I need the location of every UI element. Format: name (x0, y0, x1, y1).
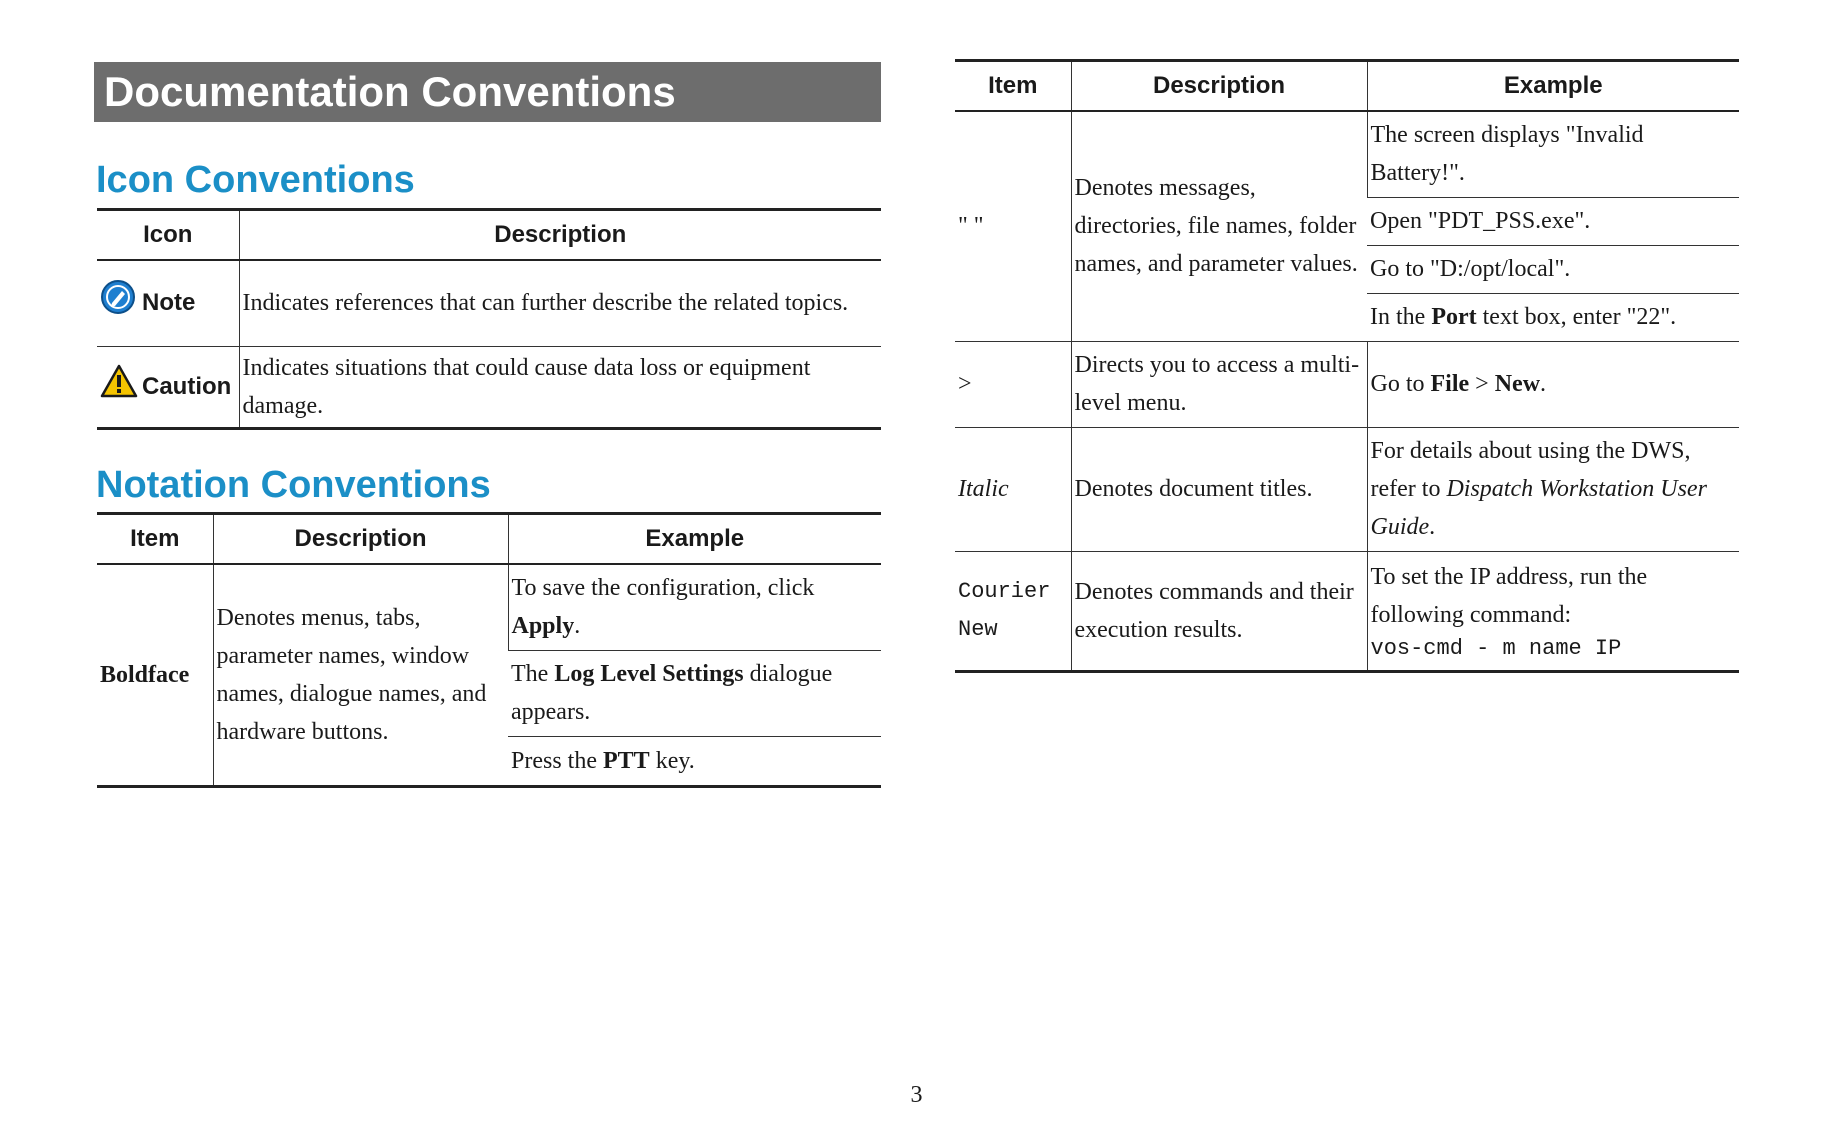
description-courier-new: Denotes commands and their execution results. (1071, 551, 1367, 671)
icon-cell-caution (97, 346, 239, 428)
table-row (955, 341, 1739, 427)
table-row (97, 260, 881, 346)
example-vos-cmd-text: To set the IP address, run the following command: (1370, 563, 1648, 628)
table-row (955, 427, 1739, 551)
note-description: Indicates references that can further describe the related topics. (239, 260, 881, 346)
note-icon (100, 279, 136, 327)
column-header-item: Item (988, 72, 1038, 99)
icon-conventions-heading: Icon Conventions (96, 159, 415, 201)
caution-description: Indicates situations that could cause data loss or equipment damage. (239, 346, 881, 428)
notation-conventions-heading: Notation Conventions (96, 464, 491, 506)
notation-conventions-table-continued (955, 59, 1739, 673)
example-ptt: Press the PTT key. (511, 747, 695, 774)
example-file-new: Go to File > New. (1367, 341, 1739, 427)
example-go-to-directory: Go to "D:/opt/local". (1370, 256, 1571, 282)
column-header-description: Description (1071, 61, 1367, 112)
description-boldface: Denotes menus, tabs, parameter names, window names, dialogue names, and hardware buttons. (213, 564, 508, 786)
example-port: In the Port text box, enter "22". (1370, 304, 1677, 330)
description-quotes: Denotes messages, directories, file names, folder names, and parameter values. (1071, 111, 1367, 341)
caution-label: Caution (142, 372, 232, 400)
column-header-example: Example (508, 514, 881, 565)
item-boldface: Boldface (100, 661, 190, 688)
example-log-level: The Log Level Settings dialogue appears. (511, 661, 833, 725)
example-open-file: Open "PDT_PSS.exe". (1370, 208, 1591, 234)
table-row (97, 346, 881, 428)
column-header-description: Description (239, 210, 881, 261)
description-italic: Denotes document titles. (1071, 427, 1367, 551)
column-header-item: Item (130, 525, 180, 552)
icon-cell-note (97, 260, 239, 346)
table-row (97, 564, 881, 650)
column-header-description: Description (213, 514, 508, 565)
caution-icon (100, 364, 138, 410)
page-title: Documentation Conventions (94, 62, 881, 122)
example-invalid-battery: The screen displays "Invalid Battery!". (1367, 111, 1739, 197)
note-label: Note (142, 289, 196, 317)
item-courier-new: Courier New (958, 578, 1051, 642)
example-apply: To save the configuration, click Apply. (508, 564, 881, 650)
icon-conventions-table (97, 208, 881, 430)
item-quotes: " " (958, 213, 984, 240)
example-vos-cmd (1367, 551, 1739, 671)
column-header-example: Example (1367, 61, 1739, 112)
column-header-icon: Icon (143, 221, 193, 248)
item-italic: Italic (958, 476, 1009, 502)
notation-conventions-table (97, 512, 881, 788)
example-vos-cmd-code: vos-cmd - m name IP (1370, 635, 1622, 661)
table-row (955, 551, 1739, 671)
item-arrow: > (958, 371, 972, 397)
page-number: 3 (910, 1082, 923, 1108)
description-arrow: Directs you to access a multi-level menu. (1071, 341, 1367, 427)
table-row (955, 111, 1739, 197)
example-dws-guide: For details about using the DWS, refer to Dispatch Workstation User Guide. (1367, 427, 1739, 551)
